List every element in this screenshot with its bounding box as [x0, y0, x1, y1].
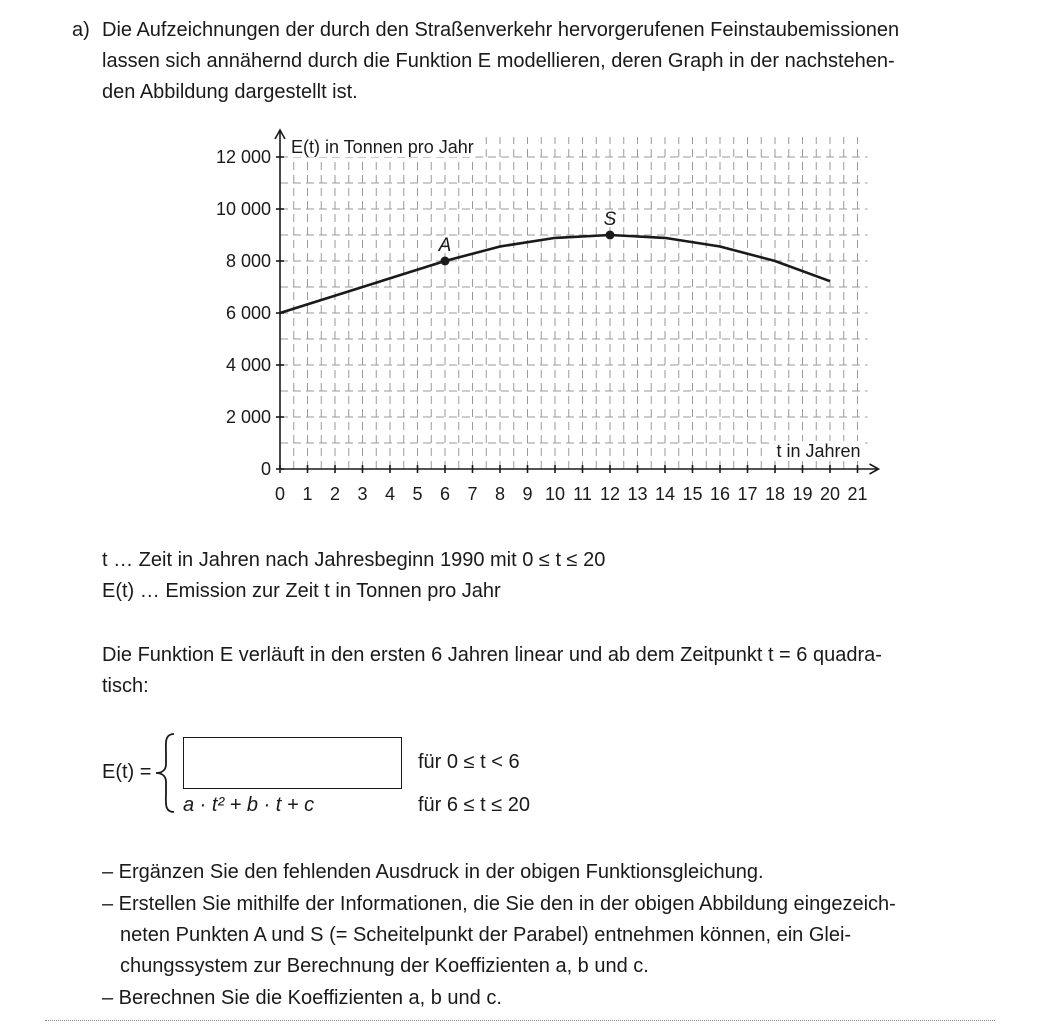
point-label-a: A [438, 235, 452, 256]
missing-expression-box[interactable] [183, 737, 402, 789]
equation-cond1: für 0 ≤ t < 6 [418, 751, 520, 773]
x-tick-label: 9 [522, 484, 533, 504]
paragraph-line-1: Die Funktion E verläuft in den ersten 6 Jahren linear und ab dem Zeitpunkt t = 6 quadra- [102, 644, 882, 666]
x-tick-label: 4 [384, 484, 396, 504]
y-tick-label: 0 [260, 459, 271, 479]
paragraph-line-2: tisch: [102, 675, 149, 697]
x-axis-label: t in Jahren [776, 441, 861, 461]
y-tick-label: 10 000 [215, 199, 271, 219]
brace-icon [150, 730, 180, 816]
point-label-s: S [603, 209, 617, 230]
y-tick-label: 6 000 [225, 303, 271, 323]
task-2-line-2: neten Punkten A und S (= Scheitelpunkt der Parabel) entnehmen können, ein Glei- [120, 924, 852, 946]
equation-cond2: für 6 ≤ t ≤ 20 [418, 794, 531, 816]
definition-e: E(t) … Emission zur Zeit t in Tonnen pro Jahr [102, 580, 501, 602]
task-3: – Berechnen Sie die Koeffizienten a, b und c. [102, 987, 502, 1009]
chart-axes [275, 130, 879, 474]
point-s [606, 231, 615, 240]
x-tick-label: 7 [467, 484, 478, 504]
equation-piece2: a · t² + b · t + c [183, 794, 315, 816]
x-tick-label: 2 [329, 484, 341, 504]
x-tick-label: 19 [792, 484, 813, 504]
x-tick-label: 11 [573, 484, 592, 504]
x-tick-label: 13 [627, 484, 648, 504]
x-tick-label: 15 [682, 484, 703, 504]
x-tick-label: 1 [302, 484, 313, 504]
y-axis-label: E(t) in Tonnen pro Jahr [291, 137, 474, 157]
task-2-line-3: chungssystem zur Berechnung der Koeffizienten a, b und c. [120, 955, 649, 977]
x-tick-label: 5 [412, 484, 423, 504]
intro-line-1: Die Aufzeichnungen der durch den Straßenverkehr hervorgerufenen Feinstaubemissionen [102, 19, 900, 41]
y-tick-label: 2 000 [225, 407, 271, 427]
x-tick-label: 3 [357, 484, 368, 504]
y-tick-label: 8 000 [225, 251, 271, 271]
intro-line-2: lassen sich annähernd durch die Funktion E modellieren, deren Graph in der nachstehen- [102, 50, 895, 72]
x-tick-label: 12 [599, 484, 621, 504]
x-tick-label: 20 [819, 484, 841, 504]
chart-ticks [276, 157, 861, 473]
task-1: – Ergänzen Sie den fehlenden Ausdruck in der obigen Funktionsgleichung. [102, 861, 764, 883]
x-tick-label: 10 [544, 484, 566, 504]
page-separator [45, 1020, 995, 1021]
chart-grid [280, 137, 868, 469]
x-tick-label: 6 [439, 484, 451, 504]
x-tick-label: 14 [654, 484, 676, 504]
x-tick-label: 0 [274, 484, 286, 504]
x-tick-label: 17 [737, 484, 758, 504]
x-tick-label: 8 [494, 484, 506, 504]
point-a [441, 257, 450, 266]
task-2-line-1: – Erstellen Sie mithilfe der Informationen, die Sie den in der obigen Abbildung eingezeich- [102, 893, 896, 915]
y-tick-label: 12 000 [215, 147, 271, 167]
task-label: a) [72, 19, 90, 41]
x-tick-label: 21 [847, 484, 868, 504]
definition-t: t … Zeit in Jahren nach Jahresbeginn 1990 mit 0 ≤ t ≤ 20 [102, 549, 606, 571]
equation-lhs: E(t) = [102, 761, 152, 783]
x-tick-label: 18 [764, 484, 786, 504]
y-tick-label: 4 000 [225, 355, 271, 375]
intro-line-3: den Abbildung dargestellt ist. [102, 81, 358, 103]
emission-chart [195, 125, 885, 515]
x-tick-label: 16 [709, 484, 731, 504]
